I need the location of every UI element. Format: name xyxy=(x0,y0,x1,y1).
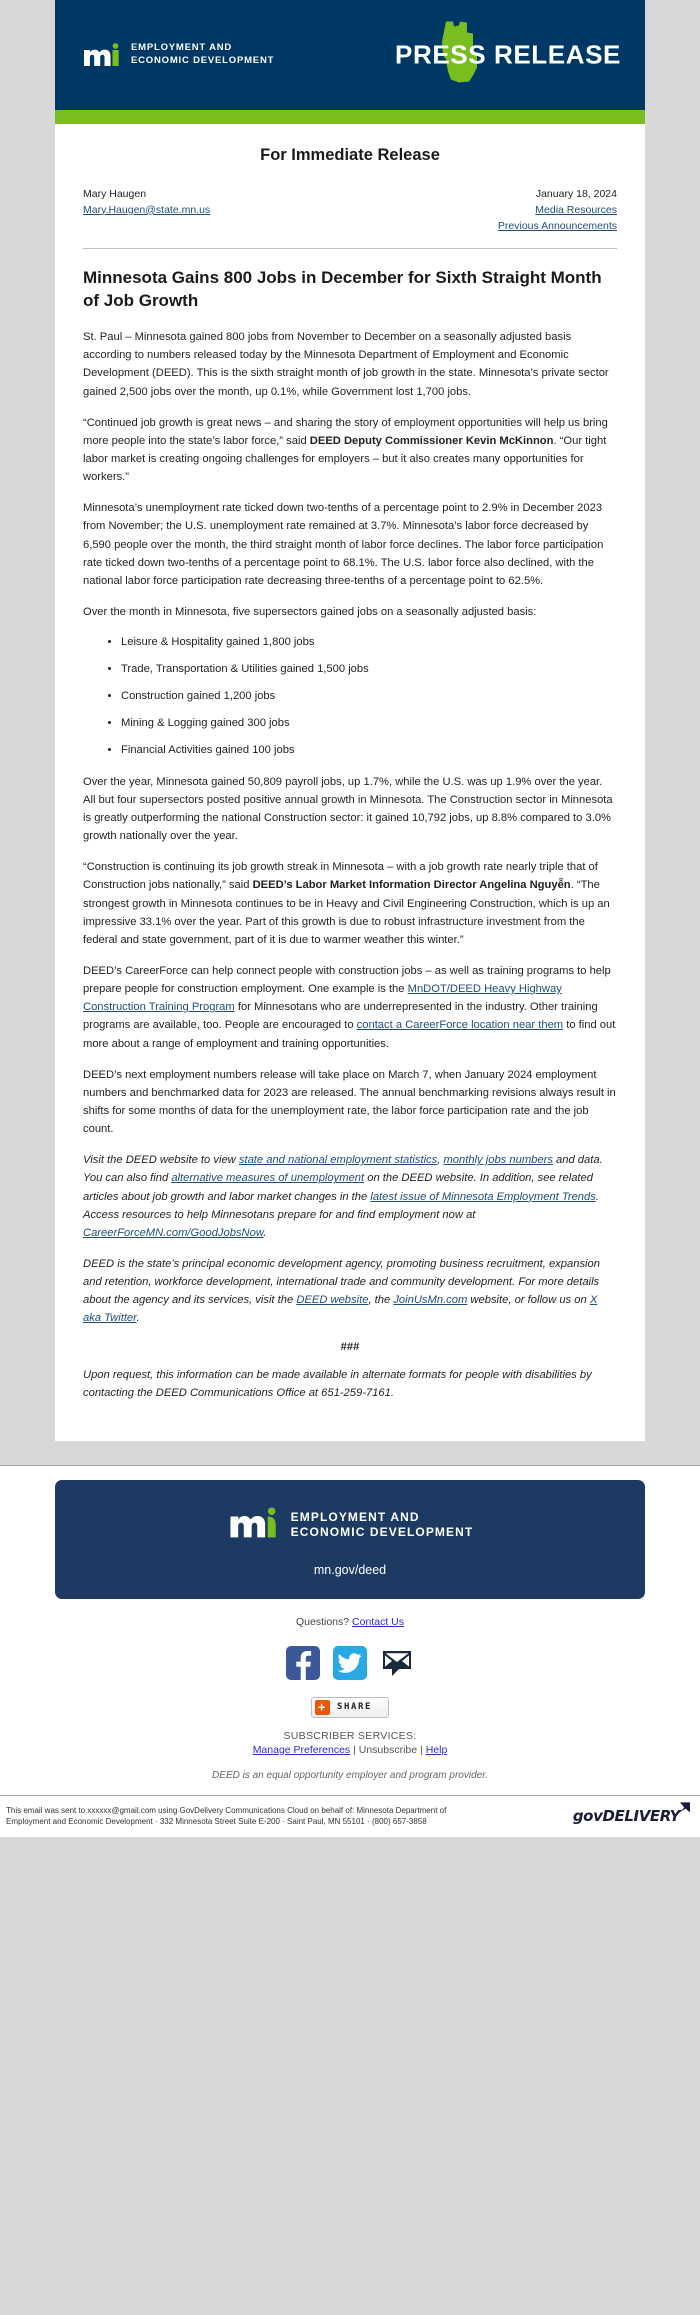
p10-part-a: DEED is the state’s principal economic development agency, promoting business recruitment, expansion and retention, workforce development, international trade and community development. For more details about the agency and its services, visit the xyxy=(83,1257,600,1307)
paragraph-11: Upon request, this information can be made available in alternate formats for people with disabilities by contacting the DEED Communications Office at 651-259-7161. xyxy=(83,1368,592,1399)
social-links xyxy=(55,1646,645,1680)
share-row xyxy=(55,1697,645,1718)
paragraph-7 xyxy=(83,962,617,1053)
masthead-banner xyxy=(55,0,645,110)
govdelivery-wordmark: govDELIVERY xyxy=(572,1807,680,1826)
footer-website-url: mn.gov/deed xyxy=(313,1562,387,1577)
mn-monogram-icon xyxy=(227,1506,281,1545)
release-card xyxy=(55,0,645,1441)
paragraph-10 xyxy=(83,1255,617,1328)
end-marker: ### xyxy=(340,1340,360,1353)
p9-part-c: and data. You can also find xyxy=(83,1154,603,1185)
email-footer xyxy=(0,1466,700,1795)
careerforce-goodjobsnow-link[interactable]: CareerForceMN.com/GoodJobsNow xyxy=(83,1226,264,1239)
delivery-disclaimer xyxy=(6,1805,446,1828)
employment-trends-link[interactable]: latest issue of Minnesota Employment Trends xyxy=(370,1190,596,1203)
paragraph-8: DEED’s next employment numbers release will take place on March 7, when January 2024 employment numbers and benchmarked data for 2023 are released. The annual benchmarking revisions always result in shifts for some months of data for the unemployment rate, the labor force participation rate and the job count. xyxy=(83,1068,616,1136)
page-title: Minnesota Gains 800 Jobs in December for Sixth Straight Month of Job Growth xyxy=(83,268,602,310)
monthly-jobs-numbers-link[interactable]: monthly jobs numbers xyxy=(443,1154,553,1167)
footer-agency-line-1: EMPLOYMENT AND xyxy=(290,1509,420,1524)
delivery-disclaimer-line-1: This email was sent to xxxxxx@gmail.com using GovDelivery Communications Cloud on behalf of: Minnesota Department of xyxy=(6,1805,447,1815)
p9-part-e: . Access resources to help Minnesotans prepare for and find employment now at xyxy=(83,1190,599,1221)
paragraph-3: Minnesota’s unemployment rate ticked down two-tenths of a percentage point to 2.9% in December 2023 from November; the U.S. unemployment rate remained at 3.7%. Minnesota’s labor force decreased by 6,590 people over the month, the third straight month of labor force declines. The labor force participation rate ticked down two-tenths of a percentage point to 68.1%. The U.S. labor force also declined, with the national labor force participation rate decreasing three-tenths of a percentage point to 62.5%. xyxy=(83,502,604,587)
alternative-measures-link[interactable]: alternative measures of unemployment xyxy=(171,1172,365,1185)
share-button[interactable] xyxy=(311,1697,389,1718)
footer-deed-logo xyxy=(227,1506,474,1545)
contact-block xyxy=(83,187,210,234)
p7-part-a: DEED’s CareerForce can help connect people with construction jobs – as well as training programs to help prepare people for construction employment. One example is the xyxy=(83,964,611,996)
heavy-highway-training-link[interactable]: MnDOT/DEED Heavy Highway Construction Training Program xyxy=(83,983,562,1014)
footer-agency-line-2: ECONOMIC DEVELOPMENT xyxy=(290,1525,474,1540)
deed-website-link[interactable]: DEED website xyxy=(296,1294,369,1307)
separator: | xyxy=(353,1743,356,1756)
x-twitter-link[interactable]: X aka Twitter xyxy=(83,1294,598,1325)
p6-part-c: . “The strongest growth in Minnesota continues to be in Heavy and Civil Engineering Construction, which is up an impressive 33.1% over the year. Part of this growth is due to robust infrastructure investment from the federal and state government, part of it is due to warmer weather this winter.” xyxy=(83,879,610,946)
p9-part-d: on the DEED website. In addition, see related articles about job growth and labor market changes in the xyxy=(83,1172,593,1203)
contact-name: Mary Haugen xyxy=(83,188,147,200)
paragraph-4: Over the month in Minnesota, five supersectors gained jobs on a seasonally adjusted basis: xyxy=(83,605,537,618)
contact-email-link[interactable]: Mary.Haugen@state.mn.us xyxy=(83,203,211,216)
govdelivery-flag-icon xyxy=(680,1802,690,1812)
p6-attribution: DEED’s Labor Market Information Director Angelina Nguyễn xyxy=(252,879,571,892)
contact-us-link[interactable]: Contact Us xyxy=(352,1615,404,1628)
contact-and-date-row xyxy=(83,187,617,248)
p7-part-b: for Minnesotans who are underrepresented in the industry. Other training programs are available, too. People are encouraged to xyxy=(83,1001,598,1032)
footer-spacer xyxy=(0,1441,700,1465)
p2-part-a: “Continued job growth is great news – and sharing the story of employment opportunities will help us bring more people into the state’s labor force,” said xyxy=(83,416,608,447)
mn-monogram-icon xyxy=(82,42,122,68)
press-release-title: PRESS RELEASE xyxy=(395,39,621,70)
help-link[interactable]: Help xyxy=(425,1743,448,1756)
equal-opportunity-statement: DEED is an equal opportunity employer and program provider. xyxy=(212,1769,488,1781)
govdelivery-logo xyxy=(573,1807,690,1825)
subscriber-services xyxy=(55,1730,645,1756)
subscriber-services-title: SUBSCRIBER SERVICES: xyxy=(283,1729,417,1742)
employment-statistics-link[interactable]: state and national employment statistics xyxy=(238,1154,438,1167)
paragraph-6 xyxy=(83,858,617,949)
p7-part-c: to find out more about a range of employment and training opportunities. xyxy=(83,1019,616,1050)
paragraph-5: Over the year, Minnesota gained 50,809 payroll jobs, up 1.7%, while the U.S. was up 1.9% over the year. All but four supersectors posted positive annual growth in Minnesota. The Construction sector in Minnesota is greatly outperforming the national Construction sector: it gained 10,792 jobs, up 8.8% compared to 3.0% growth nationally over the year. xyxy=(83,775,613,843)
p9-part-f: . xyxy=(263,1226,267,1239)
facebook-icon[interactable] xyxy=(286,1646,320,1680)
subscriber-services-links xyxy=(55,1744,645,1756)
previous-announcements-link[interactable]: Previous Announcements xyxy=(497,219,617,232)
questions-label: Questions? xyxy=(296,1615,350,1628)
supersector-list xyxy=(83,634,617,760)
careerforce-location-link[interactable]: contact a CareerForce location near them xyxy=(356,1019,564,1032)
delivery-disclaimer-line-2: Employment and Economic Development · 332 Minnesota Street Suite E-200 · Saint Paul, MN 55101 · (800) 657-3858 xyxy=(6,1817,427,1827)
agency-line-2: ECONOMIC DEVELOPMENT xyxy=(131,55,275,66)
p9-part-a: Visit the DEED website to view xyxy=(83,1154,239,1167)
unsubscribe-link[interactable]: Unsubscribe xyxy=(358,1743,418,1756)
list-item: • Leisure & Hospitality gained 1,800 jobs xyxy=(121,634,617,652)
email-icon[interactable] xyxy=(380,1646,414,1680)
list-item: • Construction gained 1,200 jobs xyxy=(121,688,617,706)
release-date: January 18, 2024 xyxy=(535,188,617,200)
separator: | xyxy=(420,1743,423,1756)
share-button-label: SHARE xyxy=(336,1702,373,1713)
paragraph-9 xyxy=(83,1151,617,1242)
list-item: • Mining & Logging gained 300 jobs xyxy=(121,715,617,733)
date-and-links-block xyxy=(498,187,617,234)
agency-wordmark xyxy=(131,42,274,67)
for-immediate-release-heading: For Immediate Release xyxy=(260,146,440,164)
footer-logo-panel xyxy=(55,1480,645,1599)
twitter-icon[interactable] xyxy=(333,1646,367,1680)
green-accent-band xyxy=(55,110,645,124)
manage-preferences-link[interactable]: Manage Preferences xyxy=(252,1743,351,1756)
press-release-body xyxy=(55,124,645,1441)
list-item: • Financial Activities gained 100 jobs xyxy=(121,742,617,760)
plus-icon: + xyxy=(315,1700,330,1715)
agency-line-1: EMPLOYMENT AND xyxy=(131,42,233,54)
govdelivery-bar xyxy=(0,1795,700,1837)
media-resources-link[interactable]: Media Resources xyxy=(535,203,617,216)
p9-part-b: , xyxy=(437,1154,444,1167)
deed-logo xyxy=(82,42,274,68)
paragraph-1: St. Paul – Minnesota gained 800 jobs from November to December on a seasonally adjusted basis according to numbers released today by the Minnesota Department of Employment and Economic Development (DEED). This is the sixth straight month of job growth in the state. Minnesota’s private sector gained 2,500 jobs over the month, up 0.1%, while Government lost 1,700 jobs. xyxy=(83,331,609,398)
p10-part-b: , the xyxy=(368,1294,394,1307)
p2-attribution: DEED Deputy Commissioner Kevin McKinnon xyxy=(309,434,554,447)
joinusmn-link[interactable]: JoinUsMn.com xyxy=(393,1294,468,1307)
p10-part-d: . xyxy=(136,1312,140,1325)
list-item: • Trade, Transportation & Utilities gained 1,500 jobs xyxy=(121,661,617,679)
footer-agency-wordmark xyxy=(291,1510,474,1541)
p2-part-c: . “Our tight labor market is creating ongoing challenges for employers – but it also creates many opportunities for workers.” xyxy=(83,434,607,484)
questions-row xyxy=(55,1616,645,1628)
p6-part-a: “Construction is continuing its job growth streak in Minnesota – with a job growth rate nearly triple that of Construction jobs nationally,” said xyxy=(83,861,598,892)
paragraph-2 xyxy=(83,414,617,487)
p10-part-c: website, or follow us on xyxy=(467,1294,590,1307)
divider xyxy=(83,248,617,249)
